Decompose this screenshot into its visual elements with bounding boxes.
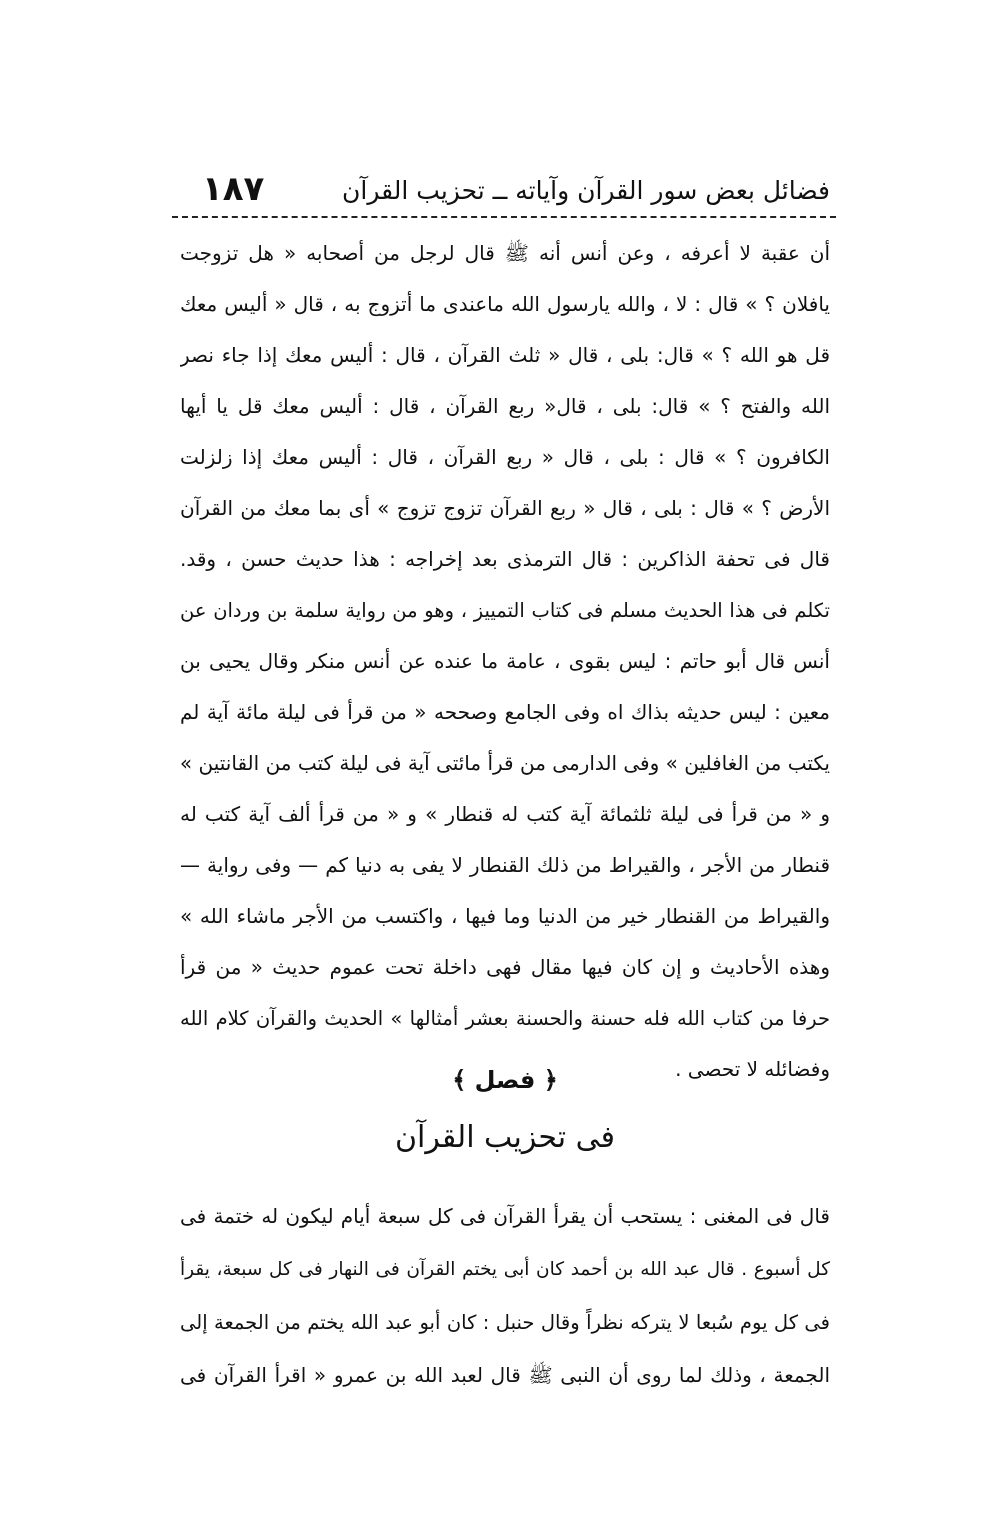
section-subheading: فى تحزيب القرآن <box>394 1120 616 1155</box>
text-line: يافلان ؟ » قال : لا ، والله يارسول الله ماعندى ما أتزوج به ، قال « أليس معك <box>180 292 830 316</box>
text-line: الأرض ؟ » قال : بلى ، قال « ربع القرآن تزوج تزوج » أى بما معك من القرآن <box>180 496 830 520</box>
text-line: وفضائله لا تحصى . <box>675 1057 830 1081</box>
text-line: قنطار من الأجر ، والقيراط من ذلك القنطار لا يفى به دنيا كم — وفى رواية — <box>180 853 830 877</box>
text-line: أنس قال أبو حاتم : ليس بقوى ، عامة ما عنده عن أنس منكر وقال يحيى بن <box>180 649 830 673</box>
section-heading: ﴿ فصل ﴾ <box>452 1066 558 1094</box>
text-line: الكافرون ؟ » قال : بلى ، قال « ربع القرآن ، قال : أليس معك إذا زلزلت <box>180 445 830 469</box>
text-line: معين : ليس حديثه بذاك اه وفى الجامع وصححه « من قرأ فى ليلة مائة آية لم <box>180 700 830 724</box>
page-header <box>180 168 830 216</box>
text-line: قال فى تحفة الذاكرين : قال الترمذى بعد إخراجه : هذا حديث حسن ، وقد. <box>180 547 830 571</box>
text-line: يكتب من الغافلين » وفى الدارمى من قرأ مائتى آية فى ليلة كتب من القانتين » <box>180 751 830 775</box>
text-line: كل أسبوع . قال عبد الله بن أحمد كان أبى يختم القرآن فى النهار فى كل سبعة، يقرأ <box>180 1259 830 1280</box>
text-line: وهذه الأحاديث و إن كان فيها مقال فهى داخلة تحت عموم حديث « من قرأ <box>180 955 830 979</box>
text-line: الجمعة ، وذلك لما روى أن النبى ﷺ قال لعبد الله بن عمرو « اقرأ القرآن فى <box>180 1363 830 1387</box>
text-line: قال فى المغنى : يستحب أن يقرأ القرآن فى كل سبعة أيام ليكون له ختمة فى <box>180 1204 830 1228</box>
text-line: الله والفتح ؟ » قال: بلى ، قال« ربع القرآن ، قال : أليس معك قل يا أيها <box>180 394 830 418</box>
paragraph-2 <box>180 1190 830 1402</box>
paragraph-1 <box>180 228 830 1095</box>
text-line: تكلم فى هذا الحديث مسلم فى كتاب التمييز ، وهو من رواية سلمة بن وردان عن <box>180 599 830 622</box>
text-line: فى كل يوم سُبعا لا يتركه نظراً وقال حنبل : كان أبو عبد الله يختم من الجمعة إلى <box>180 1311 830 1334</box>
running-title: فضائل بعض سور القرآن وآياته ــ تحزيب القرآن <box>342 176 830 205</box>
text-line: حرفا من كتاب الله فله حسنة والحسنة بعشر أمثالها » الحديث والقرآن كلام الله <box>180 1007 830 1030</box>
text-line: و « من قرأ فى ليلة ثلثمائة آية كتب له قنطار » و « من قرأ ألف آية كتب له <box>180 802 830 826</box>
text-line: والقيراط من القنطار خير من الدنيا وما فيها ، واكتسب من الأجر ماشاء الله » <box>180 904 830 928</box>
page-number: ١٨٧ <box>202 169 265 209</box>
text-line: قل هو الله ؟ » قال: بلى ، قال « ثلث القرآن ، قال : أليس معك إذا جاء نصر <box>180 343 830 367</box>
text-line: أن عقبة لا أعرفه ، وعن أنس أنه ﷺ قال لرجل من أصحابه « هل تزوجت <box>180 241 830 265</box>
header-divider <box>172 216 836 218</box>
